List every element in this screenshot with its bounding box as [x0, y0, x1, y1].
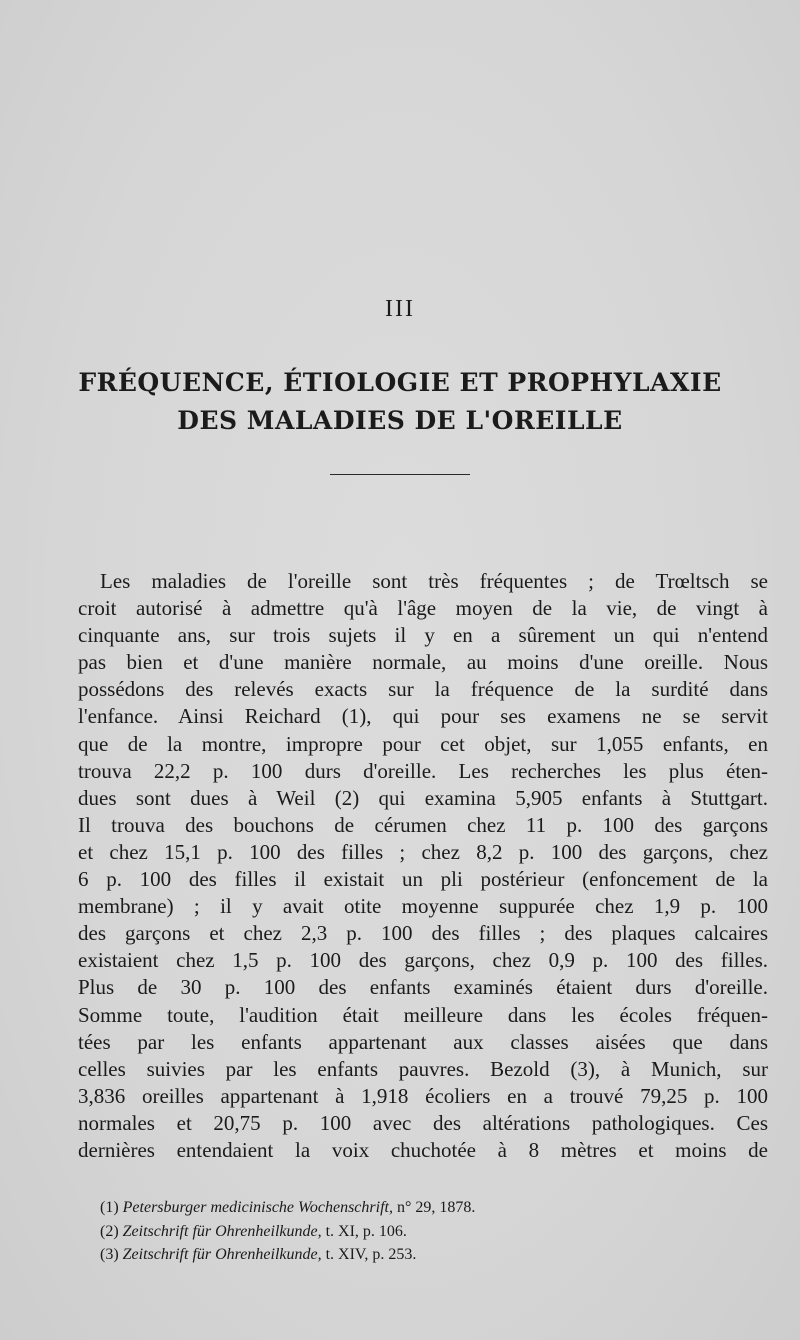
- body-line: Il trouva des bouchons de cérumen chez 11 p. 100 des garçons: [78, 812, 768, 837]
- body-line: dues sont dues à Weil (2) qui examina 5,905 enfants à Stuttgart.: [78, 785, 768, 810]
- body-line: possédons des relevés exacts sur la fréquence de la surdité dans: [78, 677, 768, 702]
- body-line: Plus de 30 p. 100 des enfants examinés étaient durs d'oreille.: [78, 975, 768, 1000]
- body-line: croit autorisé à admettre qu'à l'âge moyen de la vie, de vingt à: [78, 596, 768, 621]
- chapter-number: III: [385, 296, 415, 322]
- body-line: l'enfance. Ainsi Reichard (1), qui pour ses examens ne se servit: [78, 704, 768, 729]
- body-paragraph: [78, 568, 768, 1164]
- body-line: existaient chez 1,5 p. 100 des garçons, chez 0,9 p. 100 des filles.: [78, 948, 768, 973]
- footnote-number: (1): [100, 1199, 119, 1216]
- body-line: que de la montre, impropre pour cet objet, sur 1,055 enfants, en: [78, 731, 768, 756]
- body-line: celles suivies par les enfants pauvres. Bezold (3), à Munich, sur: [78, 1056, 768, 1081]
- footnote-number: (3): [100, 1246, 119, 1263]
- footnote-detail: t. XI, p. 106.: [321, 1222, 407, 1240]
- footnote-detail: t. XIV, p. 253.: [321, 1246, 417, 1263]
- body-line: normales et 20,75 p. 100 avec des altérations pathologiques. Ces: [78, 1110, 768, 1135]
- footnote-detail: n° 29, 1878.: [392, 1199, 476, 1216]
- footnote-number: (2): [100, 1222, 119, 1240]
- body-line: Les maladies de l'oreille sont très fréquentes ; de Trœltsch se: [100, 569, 768, 593]
- footnote-source: Zeitschrift für Ohrenheilkunde,: [122, 1246, 322, 1263]
- footnote: [100, 1196, 760, 1220]
- body-line: tées par les enfants appartenant aux classes aisées que dans: [78, 1029, 768, 1054]
- footnotes: [100, 1196, 760, 1267]
- footnote-source: Petersburger medicinische Wochenschrift,: [122, 1199, 393, 1216]
- body-line: Somme toute, l'audition était meilleure dans les écoles fréquen-: [78, 1002, 768, 1027]
- body-line: des garçons et chez 2,3 p. 100 des filles ; des plaques calcaires: [78, 921, 768, 946]
- body-line: 3,836 oreilles appartenant à 1,918 écoliers en a trouvé 79,25 p. 100: [78, 1083, 768, 1108]
- body-line: pas bien et d'une manière normale, au moins d'une oreille. Nous: [78, 650, 768, 675]
- body-line: et chez 15,1 p. 100 des filles ; chez 8,2 p. 100 des garçons, chez: [78, 839, 768, 864]
- body-line: 6 p. 100 des filles il existait un pli postérieur (enfoncement de la: [78, 867, 768, 892]
- footnote: [100, 1243, 760, 1267]
- chapter-title-line-1: FRÉQUENCE, ÉTIOLOGIE ET PROPHYLAXIE: [78, 368, 722, 397]
- body-line: cinquante ans, sur trois sujets il y en a sûrement un qui n'entend: [78, 623, 768, 648]
- body-line: dernières entendaient la voix chuchotée à 8 mètres et moins de: [78, 1137, 768, 1162]
- body-line: trouva 22,2 p. 100 durs d'oreille. Les recherches les plus éten-: [78, 758, 768, 783]
- footnote-source: Zeitschrift für Ohrenheilkunde,: [122, 1222, 322, 1240]
- title-divider: [330, 474, 470, 475]
- body-line: membrane) ; il y avait otite moyenne suppurée chez 1,9 p. 100: [78, 894, 768, 919]
- chapter-title-line-2: DES MALADIES DE L'OREILLE: [177, 406, 623, 435]
- footnote: [100, 1220, 760, 1244]
- chapter-title: [60, 364, 740, 440]
